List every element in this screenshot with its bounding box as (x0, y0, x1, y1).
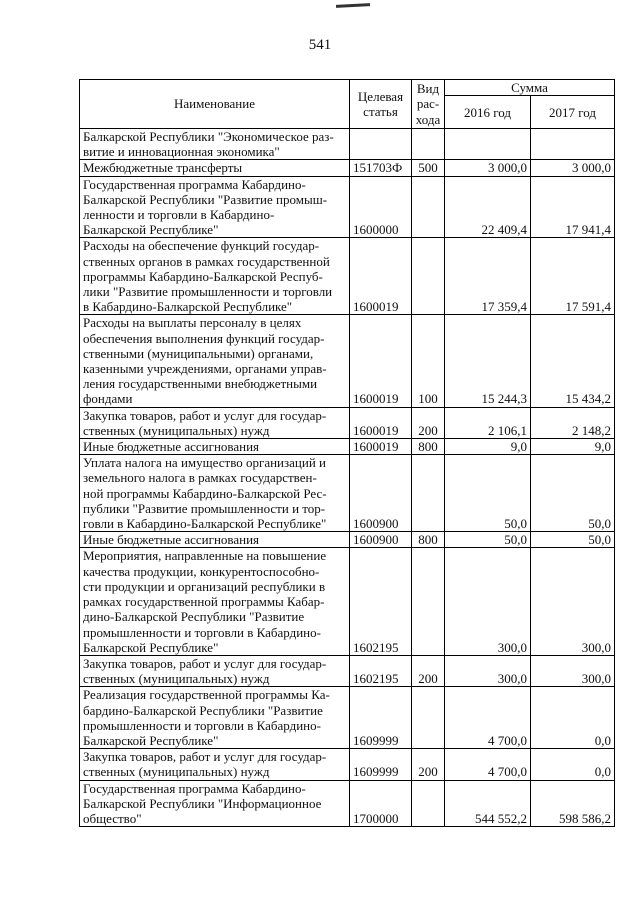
row-target-code: 1600019 (350, 238, 412, 315)
row-name: Закупка товаров, работ и услуг для государ- ственных (муниципальных) нужд (80, 749, 350, 780)
row-name: Иные бюджетные ассигнования (80, 532, 350, 548)
budget-table (79, 79, 615, 827)
row-name: Уплата налога на имущество организаций и земельного налога в рамках государствен- ной программы Кабардино-Балкарской Рес- публики "Развитие промышленности и тор- говли в Кабардино-Балкарской Республике" (80, 455, 350, 532)
row-name: Межбюджетные трансферты (80, 160, 350, 176)
row-expense-type: 800 (412, 439, 445, 455)
row-sum-2016: 544 552,2 (445, 780, 531, 827)
row-sum-2017: 0,0 (531, 687, 615, 749)
row-name: Иные бюджетные ассигнования (80, 439, 350, 455)
table-row (80, 160, 615, 176)
row-name: Расходы на обеспечение функций государ- ственных органов в рамках государственной программы Кабардино-Балкарской Респуб- лики "Развитие промышленности и торговли в Кабардино-Балкарской Республике" (80, 238, 350, 315)
row-sum-2017: 17 941,4 (531, 176, 615, 238)
table-row (80, 687, 615, 749)
row-target-code: 1602195 (350, 548, 412, 655)
table-row (80, 129, 615, 160)
row-expense-type: 200 (412, 407, 445, 438)
row-sum-2017: 50,0 (531, 532, 615, 548)
row-target-code: 1700000 (350, 780, 412, 827)
header-year-2017: 2017 год (531, 96, 615, 129)
row-sum-2016: 300,0 (445, 655, 531, 686)
row-name: Государственная программа Кабардино- Балкарской Республики "Информационное общество" (80, 780, 350, 827)
row-sum-2016: 15 244,3 (445, 315, 531, 407)
row-sum-2017: 300,0 (531, 548, 615, 655)
table-row (80, 455, 615, 532)
row-sum-2016: 2 106,1 (445, 407, 531, 438)
row-expense-type (412, 129, 445, 160)
table-row (80, 176, 615, 238)
row-target-code: 1600019 (350, 407, 412, 438)
row-target-code: 1600900 (350, 455, 412, 532)
row-sum-2016: 50,0 (445, 532, 531, 548)
row-sum-2016: 17 359,4 (445, 238, 531, 315)
header-row (80, 80, 615, 96)
table-row (80, 780, 615, 827)
row-sum-2016: 4 700,0 (445, 749, 531, 780)
row-target-code: 1600019 (350, 439, 412, 455)
row-name: Мероприятия, направленные на повышение качества продукции, конкурентоспособно- сти продукции и организаций республики в рамках государственной программы Кабар- дино-Балкарской Республики "Развитие промышленности и торговли в Кабардино- Балкарской Республике" (80, 548, 350, 655)
table-row (80, 548, 615, 655)
row-expense-type: 800 (412, 532, 445, 548)
header-year-2016: 2016 год (445, 96, 531, 129)
row-expense-type (412, 176, 445, 238)
row-sum-2016: 22 409,4 (445, 176, 531, 238)
row-target-code: 1609999 (350, 749, 412, 780)
row-target-code: 151703Ф (350, 160, 412, 176)
page-number: 541 (308, 37, 332, 53)
row-sum-2017: 3 000,0 (531, 160, 615, 176)
row-expense-type (412, 687, 445, 749)
table-row (80, 315, 615, 407)
row-expense-type (412, 780, 445, 827)
row-sum-2017: 2 148,2 (531, 407, 615, 438)
row-name: Государственная программа Кабардино- Балкарской Республики "Развитие промыш- ленности и торговли в Кабардино- Балкарской Республике" (80, 176, 350, 238)
row-target-code: 1600900 (350, 532, 412, 548)
row-expense-type: 200 (412, 749, 445, 780)
row-expense-type: 200 (412, 655, 445, 686)
row-target-code: 1602195 (350, 655, 412, 686)
row-sum-2016: 3 000,0 (445, 160, 531, 176)
row-sum-2017: 598 586,2 (531, 780, 615, 827)
scan-mark (336, 3, 370, 8)
row-sum-2016 (445, 129, 531, 160)
row-sum-2016: 4 700,0 (445, 687, 531, 749)
row-target-code: 1609999 (350, 687, 412, 749)
header-name: Наименование (80, 80, 350, 129)
row-sum-2017: 300,0 (531, 655, 615, 686)
row-name: Расходы на выплаты персоналу в целях обеспечения выполнения функций государ- ственными (муниципальными) органами, казенными учреждениями, органами управ- ления государственными внебюджетными фондами (80, 315, 350, 407)
row-sum-2017: 50,0 (531, 455, 615, 532)
row-name: Закупка товаров, работ и услуг для государ- ственных (муниципальных) нужд (80, 407, 350, 438)
header-code: Целевая статья (350, 80, 412, 129)
row-name: Реализация государственной программы Ка- бардино-Балкарской Республики "Развитие промышленности и торговли в Кабардино- Балкарской Республике" (80, 687, 350, 749)
row-target-code (350, 129, 412, 160)
row-sum-2017: 9,0 (531, 439, 615, 455)
row-expense-type (412, 548, 445, 655)
row-sum-2016: 9,0 (445, 439, 531, 455)
table-row (80, 238, 615, 315)
table-row (80, 749, 615, 780)
header-sum: Сумма (445, 80, 615, 96)
row-expense-type: 500 (412, 160, 445, 176)
row-sum-2017: 17 591,4 (531, 238, 615, 315)
table-row (80, 439, 615, 455)
table-row (80, 655, 615, 686)
row-expense-type (412, 238, 445, 315)
row-expense-type (412, 455, 445, 532)
row-sum-2017: 0,0 (531, 749, 615, 780)
row-expense-type: 100 (412, 315, 445, 407)
row-target-code: 1600019 (350, 315, 412, 407)
row-name: Балкарской Республики "Экономическое раз- витие и инновационная экономика" (80, 129, 350, 160)
row-sum-2016: 50,0 (445, 455, 531, 532)
header-type: Вид рас- хода (412, 80, 445, 129)
row-target-code: 1600000 (350, 176, 412, 238)
row-name: Закупка товаров, работ и услуг для государ- ственных (муниципальных) нужд (80, 655, 350, 686)
row-sum-2017 (531, 129, 615, 160)
row-sum-2017: 15 434,2 (531, 315, 615, 407)
row-sum-2016: 300,0 (445, 548, 531, 655)
table-row (80, 532, 615, 548)
table-row (80, 407, 615, 438)
